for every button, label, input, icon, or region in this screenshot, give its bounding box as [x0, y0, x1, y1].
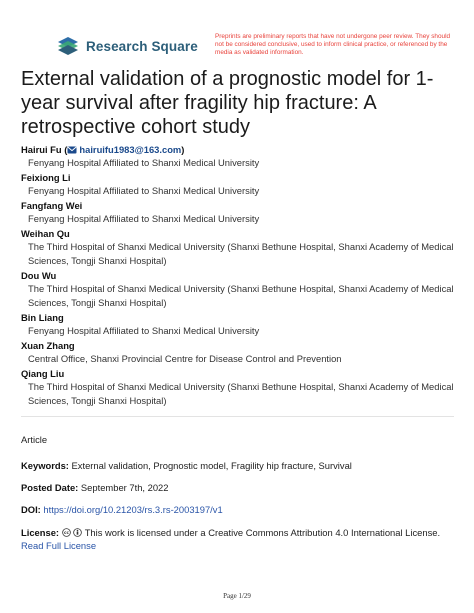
envelope-icon	[67, 146, 77, 154]
author-name: Weihan Qu	[21, 228, 70, 239]
author-email-link[interactable]	[67, 144, 181, 155]
posted-date-label: Posted Date:	[21, 482, 79, 493]
author-affiliation: The Third Hospital of Shanxi Medical University (Shanxi Bethune Hospital, Shanxi Academy of Medical Sciences, Tongji Shanxi Hospital)	[28, 283, 454, 308]
posted-date	[21, 481, 461, 494]
author-affiliation: The Third Hospital of Shanxi Medical University (Shanxi Bethune Hospital, Shanxi Academy of Medical Sciences, Tongji Shanxi Hospital)	[28, 381, 454, 406]
read-full-license-link[interactable]: Read Full License	[21, 540, 97, 551]
doi-link[interactable]: https://doi.org/10.21203/rs.3.rs-2003197/v1	[43, 504, 223, 515]
doi	[21, 503, 461, 516]
author-entry	[21, 367, 461, 408]
posted-date-value: September 7th, 2022	[80, 482, 169, 493]
author-entry	[21, 227, 461, 268]
brand-name: Research Square	[86, 38, 198, 54]
author-affiliation: Fenyang Hospital Affiliated to Shanxi Medical University	[28, 213, 260, 224]
license-text: This work is licensed under a Creative Commons Attribution 4.0 International License.	[84, 527, 441, 538]
author-email: hairuifu1983@163.com	[79, 144, 182, 155]
author-entry	[21, 311, 461, 338]
author-list	[21, 143, 461, 409]
page-header	[56, 33, 451, 64]
author-entry	[21, 339, 461, 366]
author-affiliation: Fenyang Hospital Affiliated to Shanxi Medical University	[28, 185, 260, 196]
preprint-notice: Preprints are preliminary reports that have not undergone peer review. They should not be considered conclusive, used to inform clinical practice, or referenced by the media as validated information.	[215, 33, 451, 57]
doi-label: DOI:	[21, 504, 41, 515]
license	[21, 526, 461, 552]
author-entry	[21, 269, 461, 310]
author-name: Fangfang Wei	[21, 200, 83, 211]
author-name: Qiang Liu	[21, 368, 65, 379]
author-entry: Hairui Fu ( hairuifu1983@163.com) Fenyang Hospital Affiliated to Shanxi Medical University	[21, 143, 461, 170]
author-name: Xuan Zhang	[21, 340, 75, 351]
keywords	[21, 459, 461, 472]
paper-title: External validation of a prognostic model for 1-year survival after fragility hip fracture: A retrospective cohort study	[21, 68, 434, 138]
keywords-value: External validation, Prognostic model, Fragility hip fracture, Survival	[71, 460, 352, 471]
research-square-logo[interactable]	[56, 36, 198, 56]
keywords-label: Keywords:	[21, 460, 69, 471]
author-name: Dou Wu	[21, 270, 57, 281]
author-affiliation: Central Office, Shanxi Provincial Centre for Disease Control and Prevention	[28, 353, 342, 364]
author-name: Feixiong Li	[21, 172, 71, 183]
author-name: Bin Liang	[21, 312, 64, 323]
attribution-icon	[73, 528, 82, 537]
author-entry	[21, 199, 461, 226]
page-number: Page 1/29	[223, 592, 251, 600]
section-divider	[21, 416, 454, 417]
author-name: Hairui Fu	[21, 144, 62, 155]
license-label: License:	[21, 527, 60, 538]
author-affiliation: Fenyang Hospital Affiliated to Shanxi Medical University	[28, 157, 260, 168]
article-type: Article	[21, 434, 48, 445]
author-affiliation: The Third Hospital of Shanxi Medical University (Shanxi Bethune Hospital, Shanxi Academy of Medical Sciences, Tongji Shanxi Hospital)	[28, 241, 454, 266]
author-affiliation: Fenyang Hospital Affiliated to Shanxi Medical University	[28, 325, 260, 336]
svg-text:cc: cc	[63, 530, 69, 536]
creative-commons-icon	[62, 528, 71, 537]
author-entry	[21, 171, 461, 198]
research-square-logo-icon	[56, 36, 80, 56]
